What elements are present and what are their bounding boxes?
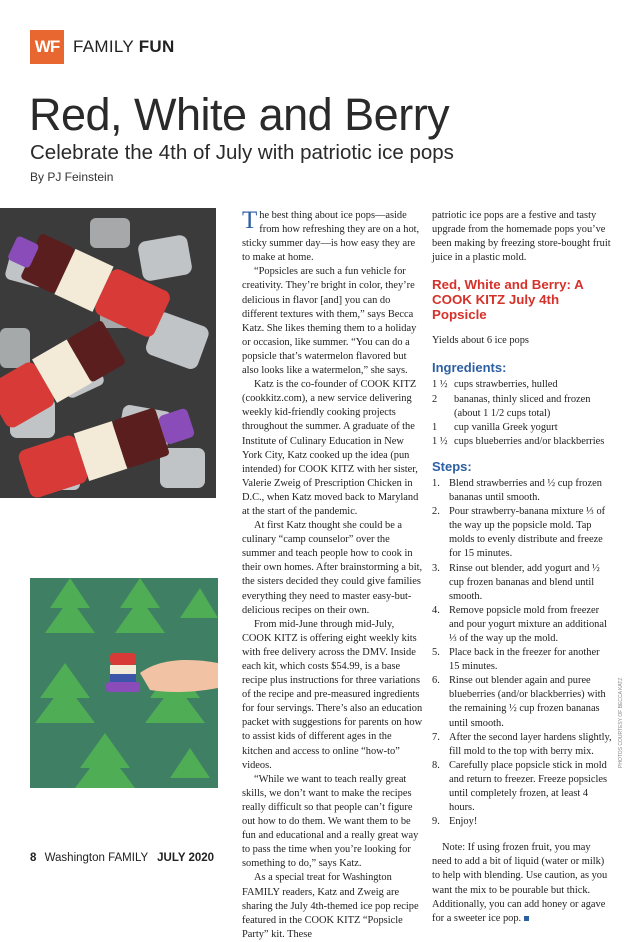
step-item — [432, 731, 612, 759]
step-text: Carefully place popsicle stick in mold and return to freezer. Freeze popsicles until completely frozen, at least 4 hours. — [449, 759, 608, 814]
ingredient-qty: 2 — [432, 393, 438, 405]
step-item — [432, 562, 612, 604]
ingredient-text: cup vanilla Greek yogurt — [454, 421, 558, 433]
ingredient-qty: 1 ½ — [432, 379, 448, 391]
ingredient-item — [432, 393, 612, 421]
article-paragraph: “Popsicles are such a fun vehicle for creativity. They’re bright in color, they’re delicious in flavor [and] you can do different textures with them,” says Becca Katz. She likes theming them to a holiday or occasion, like summer. “You can do a popsicle that’s watermelon flavored but also looks like a watermelon,” she says. — [242, 266, 417, 377]
step-text: Blend strawberries and ½ cup frozen bananas until smooth. — [449, 477, 602, 504]
section-label-light: FAMILY — [73, 37, 134, 56]
article-paragraph: patriotic ice pops are a festive and tasty upgrade from the homemade pops you’ve been making by freezing store-bought fruit juice in a plastic mold. — [432, 210, 611, 264]
step-item — [432, 674, 612, 730]
step-number: 3. — [432, 562, 440, 574]
recipe-note — [432, 841, 612, 926]
step-text: After the second layer hardens slightly, fill mold to the top with berry mix. — [449, 731, 612, 757]
ingredient-item — [432, 378, 612, 392]
step-number: 7. — [432, 731, 440, 743]
end-mark-icon — [524, 916, 529, 921]
ingredient-text: cups blueberries and/or blackberries — [454, 435, 605, 447]
page-number: 8 — [30, 852, 37, 864]
steps-list — [432, 477, 612, 829]
step-item — [432, 604, 612, 646]
step-item — [432, 505, 612, 561]
step-number: 2. — [432, 506, 440, 518]
step-text: Rinse out blender again and puree blueberries (and/or blackberries) with the remaining ½ cup frozen bananas until smooth. — [449, 675, 606, 729]
ingredient-qty: 1 — [432, 421, 438, 433]
step-item — [432, 815, 612, 829]
article-lead-text: he best thing about ice pops—aside from how refreshing they are on a hot, sticky summer day—is how easy they are to make at home. — [242, 210, 420, 264]
step-text: Rinse out blender, add yogurt and ½ cup frozen bananas and blend until smooth. — [449, 562, 600, 602]
article-subhead: Celebrate the 4th of July with patriotic ice pops — [30, 141, 454, 164]
popsicles-on-ice-photo — [0, 208, 216, 498]
step-text: Remove popsicle mold from freezer and pour yogurt mixture an additional ⅓ of the way up the mold. — [449, 604, 607, 644]
article-paragraph: “While we want to teach really great skills, we don’t want to make the recipes really difficult so that people can’t figure out how to do them. We want them to be fun and educational and a really great way to pass the time when you’re looking for something to do,” says Katz. — [242, 773, 419, 870]
article-column-1 — [242, 209, 423, 942]
recipe-yields: Yields about 6 ice pops — [432, 335, 529, 347]
photo-credit: PHOTOS COURTESY OF BECCA KATZ — [618, 677, 624, 768]
ingredients-list — [432, 378, 612, 448]
step-number: 6. — [432, 675, 440, 687]
step-text: Pour strawberry-banana mixture ⅓ of the way up the popsicle mold. Tap molds to evenly distribute and freeze for 15 minutes. — [449, 506, 606, 560]
publication-name: Washington FAMILY — [44, 852, 148, 864]
article-paragraph: From mid-June through mid-July, COOK KITZ is offering eight weekly kits with free delivery across the DMV. Inside each kit, which costs $54.99, is a base recipe plus instructions for three variations of the recipe and pre-measured ingredients for four servings. There’s also an education packet with suggestions for parents on how to assist kids of different ages in the kitchen and access to online “how-to” videos. — [242, 618, 423, 771]
step-text: Place back in the freezer for another 15 minutes. — [449, 647, 600, 673]
step-number: 1. — [432, 477, 440, 489]
wf-logo: WF — [30, 30, 64, 64]
ingredient-item — [432, 421, 612, 435]
step-number: 4. — [432, 604, 440, 616]
step-item — [432, 477, 612, 505]
ingredient-item — [432, 435, 612, 449]
step-number: 9. — [432, 816, 440, 828]
page-footer — [30, 852, 214, 864]
ingredient-qty: 1 ½ — [432, 435, 448, 447]
recipe-title: Red, White and Berry: A COOK KITZ July 4th Popsicle — [432, 277, 584, 323]
step-number: 5. — [432, 647, 440, 659]
recipe-note-text: Note: If using frozen fruit, you may need to add a bit of liquid (water or milk) to help with blending. Use caution, as you want the mix to be pourable but thick. Additionally, you can add honey or agave for a sweeter ice pop. — [432, 842, 608, 924]
article-paragraph: As a special treat for Washington FAMILY readers, Katz and Zweig are sharing the July 4th-themed ice pop recipe featured in the COOK KITZ “Popsicle Party” kit. These — [242, 872, 419, 940]
article-headline: Red, White and Berry — [29, 89, 450, 140]
article-byline: By PJ Feinstein — [30, 170, 114, 184]
step-text: Enjoy! — [449, 816, 478, 828]
section-label — [73, 37, 175, 57]
article-paragraph — [242, 209, 423, 265]
ingredients-heading: Ingredients: — [432, 360, 507, 376]
step-number: 8. — [432, 759, 440, 771]
child-holding-popsicle-photo — [30, 578, 218, 788]
section-header — [30, 30, 175, 64]
section-label-bold: FUN — [138, 37, 175, 56]
ingredient-text: bananas, thinly sliced and frozen (about 1 1/2 cups total) — [454, 393, 591, 419]
steps-heading: Steps: — [432, 458, 472, 474]
article-column-2 — [432, 209, 612, 926]
ingredient-text: cups strawberries, hulled — [454, 379, 558, 391]
article-paragraph: Katz is the co-founder of COOK KITZ (cookkitz.com), a new service delivering weekly kid-friendly cooking projects throughout the summer. A graduate of the Institute of Culinary Education in New York City, Katz cooked up the idea (pun intended) for COOK KITZ with her sister, Valerie Zweig of Prescription Chicken in D.C., when Katz moved back to Maryland at the start of the pandemic. — [242, 379, 419, 517]
article-paragraph: At first Katz thought she could be a culinary “camp counselor” over the summer and teach people how to cook in their own homes. After brainstorming a bit, the sisters decided they could give families everything they need to master easy-but-delicious recipes on their own. — [242, 520, 423, 616]
step-item — [432, 646, 612, 674]
step-item — [432, 759, 612, 815]
drop-cap: T — [242, 207, 258, 234]
issue-date: JULY 2020 — [157, 852, 215, 864]
